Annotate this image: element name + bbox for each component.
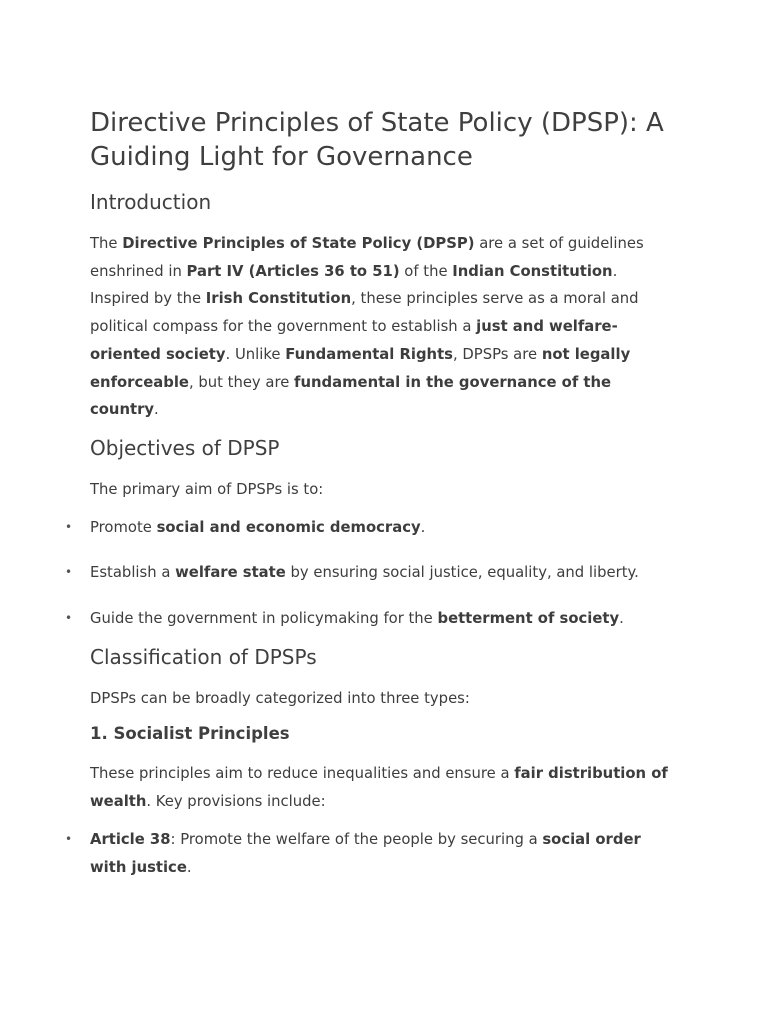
- socialist-provisions-list: [65, 826, 670, 881]
- bold-text: Part IV (Articles 36 to 51): [186, 262, 400, 280]
- page-title: Directive Principles of State Policy (DPSP): A Guiding Light for Governance: [90, 108, 664, 172]
- text-run: : Promote the welfare of the people by securing a: [170, 830, 543, 848]
- objectives-list: [65, 514, 670, 633]
- socialist-paragraph: [90, 760, 670, 815]
- bold-text: Indian Constitution: [452, 262, 613, 280]
- text-run: .: [420, 518, 426, 536]
- list-item: [65, 605, 670, 633]
- bullet-icon: •: [65, 611, 73, 626]
- text-run: of the: [399, 262, 453, 280]
- bold-text: welfare state: [175, 564, 286, 582]
- subsection-heading-socialist: 1. Socialist Principles: [90, 724, 290, 744]
- text-run: Guide the government in policymaking for the: [90, 610, 438, 628]
- section-heading-introduction: Introduction: [90, 190, 212, 214]
- intro-paragraph: [90, 230, 670, 424]
- text-run: The: [90, 235, 123, 252]
- bold-text: fair distribution of wealth: [90, 765, 668, 811]
- bold-text: Article 38: [90, 830, 171, 848]
- text-run: . Inspired by the: [90, 262, 618, 308]
- text-run: , DPSPs are: [452, 345, 542, 363]
- bold-text: not legally enforceable: [90, 345, 631, 391]
- text-run: , but they are: [188, 373, 295, 391]
- list-item: [65, 559, 670, 587]
- bold-text: social and economic democracy: [156, 518, 421, 536]
- bold-text: fundamental in the governance of the country: [90, 373, 612, 419]
- bullet-icon: •: [65, 565, 73, 580]
- text-run: . Key provisions include:: [146, 793, 326, 811]
- bold-text: social order with justice: [90, 830, 641, 876]
- bold-text: just and welfare-oriented society: [90, 318, 618, 363]
- classification-lead: DPSPs can be broadly categorized into three types:: [90, 689, 470, 707]
- bold-text: Fundamental Rights: [285, 345, 453, 363]
- section-heading-objectives: Objectives of DPSP: [90, 435, 280, 460]
- bold-text: Directive Principles of State Policy (DPSP): [122, 235, 475, 252]
- text-run: .: [186, 858, 192, 876]
- bullet-icon: •: [65, 831, 73, 846]
- text-run: are a set of guidelines enshrined in: [90, 235, 644, 280]
- document-page: [65, 106, 670, 881]
- bold-text: betterment of society: [437, 610, 620, 628]
- bullet-icon: •: [65, 519, 73, 534]
- text-run: These principles aim to reduce inequalities and ensure a: [90, 765, 515, 783]
- objectives-lead: The primary aim of DPSPs is to:: [90, 480, 324, 498]
- text-run: . Unlike: [225, 345, 286, 363]
- text-run: Promote: [90, 518, 157, 536]
- list-item: [65, 826, 670, 881]
- text-run: by ensuring social justice, equality, and liberty.: [285, 564, 639, 582]
- section-heading-classification: Classification of DPSPs: [90, 644, 317, 669]
- text-run: Establish a: [90, 564, 176, 582]
- bold-text: Irish Constitution: [205, 290, 352, 308]
- text-run: .: [154, 401, 159, 419]
- list-item: [65, 514, 670, 542]
- text-run: .: [619, 610, 624, 628]
- text-run: , these principles serve as a moral and political compass for the government to establish a: [90, 290, 639, 336]
